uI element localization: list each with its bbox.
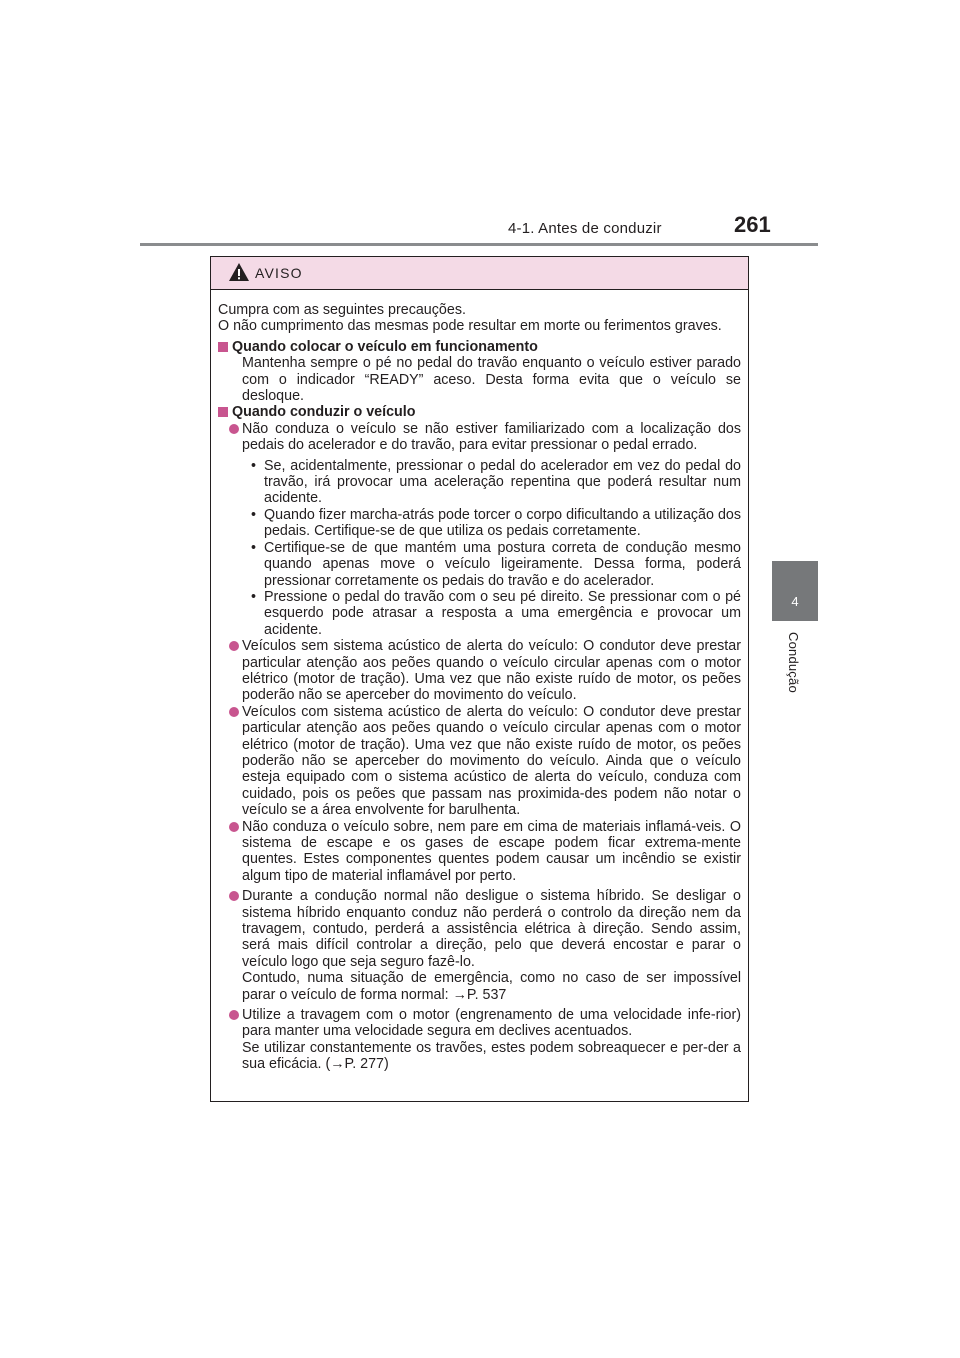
page-number: 261 bbox=[734, 212, 771, 237]
page-reference-link[interactable]: →P. 277 bbox=[330, 1056, 385, 1073]
warning-box bbox=[210, 256, 749, 1102]
chapter-tab-number: 4 bbox=[791, 594, 799, 609]
bullet-text: Se utilizar constantemente os travões, estes podem sobreaquecer e per-der a sua eficácia. ( bbox=[242, 1039, 741, 1073]
sub-item: • Pressione o pedal do travão com o seu pé direito. Se pressionar com o pé esquerdo pode atrasar a resposta a uma emergência e provocar um acidente. bbox=[218, 589, 741, 638]
warning-header bbox=[211, 257, 748, 290]
intro-line: O não cumprimento das mesmas pode resultar em morte ou ferimentos graves. bbox=[218, 318, 722, 335]
sub-item: • Certifique-se de que mantém uma postura correta de condução mesmo quando apenas move o veículo ligeiramente. Dessa forma, poderá pressionar corretamente os pedais do travão e do acelerador. bbox=[218, 540, 741, 589]
header-rule bbox=[140, 243, 818, 246]
chapter-tab[interactable] bbox=[772, 561, 818, 621]
bullet-text: Durante a condução normal não desligue o sistema híbrido. Se desligar o sistema híbrido enquanto conduz não perderá o controlo da direção nem da travagem, contudo, perderá a assistência elétrica à direção. Sendo assim, será mais difícil controlar a direção, pelo que deverá encostar e parar o veículo logo que seja seguro fazê-lo. bbox=[242, 888, 741, 970]
bullet-item bbox=[218, 888, 741, 1003]
bullet-text: Contudo, numa situação de emergência, como no caso de ser impossível parar o veículo de forma normal: bbox=[242, 970, 741, 1003]
bullet-text: Utilize a travagem com o motor (engrenamento de uma velocidade infe-rior) para manter uma velocidade segura em declives acentuados. bbox=[242, 1007, 741, 1040]
page-reference-link[interactable]: →P. 537 bbox=[452, 986, 507, 1003]
bullet-item: Veículos sem sistema acústico de alerta do veículo: O condutor deve prestar particular atenção aos peões quando o veículo circular apenas com o motor elétrico (motor de tração). Uma vez que não existe ruído de motor, os peões poderão não se aperceber do movimento do veículo. bbox=[218, 638, 741, 704]
sub-item: • Se, acidentalmente, pressionar o pedal do acelerador em vez do pedal do travão, irá provocar uma aceleração repentina que poderá resultar num acidente. bbox=[218, 458, 741, 507]
bullet-item bbox=[218, 1007, 741, 1073]
intro-line: Cumpra com as seguintes precauções. bbox=[218, 302, 466, 318]
section-text: Mantenha sempre o pé no pedal do travão enquanto o veículo estiver parado com o indicador “READY” aceso. Desta forma evita que o veículo se desloque. bbox=[242, 355, 741, 405]
section-heading: Quando colocar o veículo em funcionamento bbox=[218, 339, 741, 355]
warning-body bbox=[218, 302, 741, 1073]
bullet-item: Veículos com sistema acústico de alerta do veículo: O condutor deve prestar particular atenção aos peões quando o veículo circular apenas com o motor elétrico (motor de tração). Uma vez que não existe ruído de motor, os peões poderão não se aperceber do movimento do veículo. Ainda que o veículo esteja equipado com o sistema acústico de alerta do veículo, conduza com cuidado, pois os peões que passam nas proximida-des podem não notar o veículo se a área envolvente for barulhenta. bbox=[218, 704, 741, 819]
section-title: 4-1. Antes de conduzir bbox=[508, 220, 662, 237]
bullet-item: Não conduza o veículo se não estiver familiarizado com a localização dos pedais do acelerador e do travão, para evitar pressionar o pedal errado. bbox=[218, 421, 741, 454]
warning-title: AVISO bbox=[255, 265, 303, 281]
bullet-text-end: ) bbox=[384, 1056, 389, 1073]
bullet-item: Não conduza o veículo sobre, nem pare em cima de materiais inflamá-veis. O sistema de escape e os gases de escape podem ficar extrema-mente quentes. Estes componentes quentes podem causar um incêndio se existir algum tipo de material inflamável por perto. bbox=[218, 819, 741, 885]
chapter-tab-label: Condução bbox=[786, 632, 801, 693]
warning-intro bbox=[218, 302, 741, 335]
section-heading: Quando conduzir o veículo bbox=[218, 404, 741, 420]
sub-item: • Quando fizer marcha-atrás pode torcer o corpo dificultando a utilização dos pedais. Certifique-se de que utiliza os pedais corretamente. bbox=[218, 507, 741, 540]
warning-triangle-icon bbox=[228, 262, 250, 282]
